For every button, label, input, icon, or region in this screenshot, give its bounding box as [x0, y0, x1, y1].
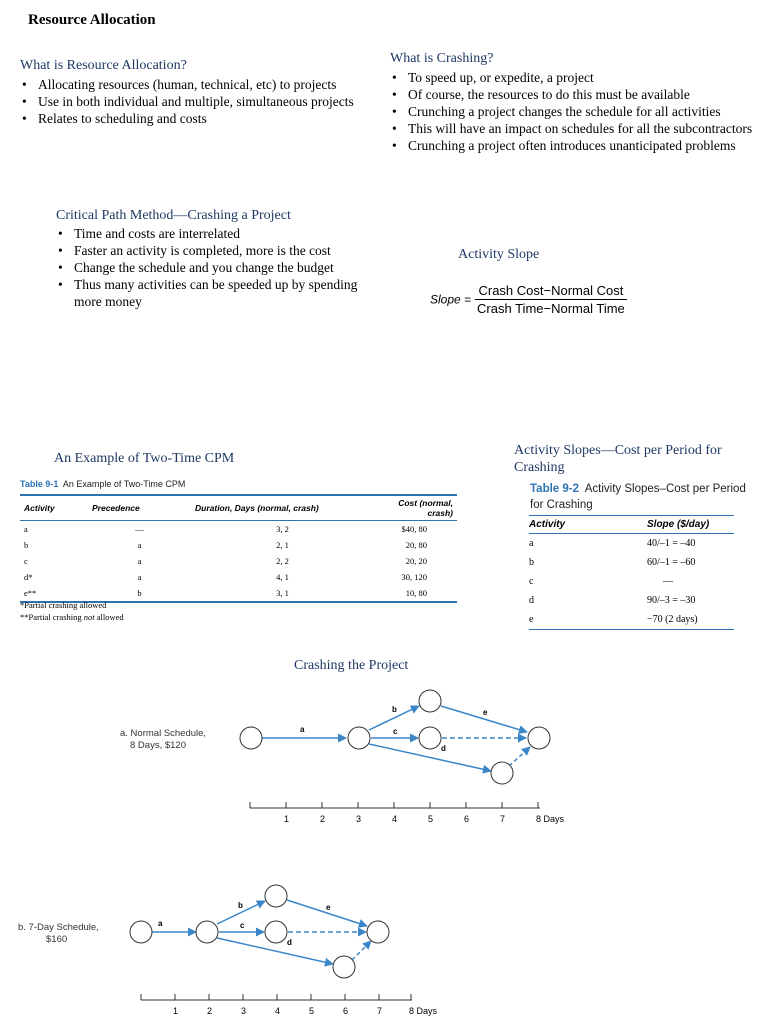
- axis-tick-label: 3: [241, 1006, 247, 1016]
- what-is-crashing-heading: What is Crashing?: [390, 51, 494, 66]
- cell: 4, 1: [276, 572, 289, 582]
- axis-tick-label: 2: [207, 1006, 213, 1016]
- slope-denominator: Crash Time−Normal Time: [477, 301, 625, 316]
- axis-tick-label: 6: [464, 814, 470, 824]
- edge-label: d: [441, 744, 446, 753]
- dummy-edge: [509, 747, 530, 766]
- edge-label: e: [326, 903, 331, 912]
- cell: 20, 80: [405, 540, 427, 550]
- normal-schedule-label-2: 8 Days, $120: [130, 740, 186, 751]
- edge-label: a: [158, 919, 163, 928]
- slope-fraction: [475, 283, 627, 316]
- cell: b: [24, 540, 29, 550]
- two-time-cpm-heading: An Example of Two-Time CPM: [54, 451, 235, 466]
- list-item: • Change the schedule and you change the budget: [56, 259, 366, 276]
- normal-schedule-axis: [250, 802, 565, 824]
- normal-schedule-network: [240, 690, 550, 784]
- cell: d*: [24, 572, 33, 582]
- cell: 10, 80: [374, 585, 457, 602]
- column-header: Duration, Days (normal, crash): [191, 495, 374, 521]
- activity-slopes-heading: Activity Slopes—Cost per Period for Crashing: [514, 443, 722, 475]
- list-item: • Faster an activity is completed, more is the cost: [56, 242, 366, 259]
- cell: b: [529, 557, 534, 568]
- cell: c: [24, 556, 28, 566]
- node: [419, 727, 441, 749]
- slope-numerator: Crash Cost−Normal Cost: [475, 283, 627, 300]
- node: [240, 727, 262, 749]
- note-part: allowed: [94, 612, 124, 622]
- network-diagrams: [0, 680, 768, 1024]
- note-part: not: [83, 612, 95, 622]
- cell: b: [88, 585, 191, 602]
- edge-label: c: [240, 921, 245, 930]
- axis-tick-label: 8 Days: [409, 1006, 438, 1016]
- slope-formula: [430, 283, 627, 316]
- what-is-crashing-section: [390, 51, 755, 154]
- edge-label: b: [238, 901, 243, 910]
- what-is-crashing-list: [390, 69, 755, 154]
- axis-tick-label: 1: [284, 814, 290, 824]
- table-row: [20, 553, 457, 569]
- table-9-2-caption: [530, 481, 750, 513]
- note-part: **Partial crashing: [20, 612, 84, 622]
- axis-tick-label: 3: [356, 814, 362, 824]
- edge-label: d: [287, 938, 292, 947]
- column-header: Cost (normal, crash): [374, 495, 457, 521]
- cell: a: [137, 556, 142, 566]
- node: [130, 921, 152, 943]
- table-row: [529, 553, 734, 572]
- cell: 2, 1: [276, 540, 289, 550]
- edge-label: a: [300, 725, 305, 734]
- seven-day-axis: [141, 994, 438, 1016]
- table-row: [20, 569, 457, 585]
- table-row: [529, 572, 734, 591]
- node: [367, 921, 389, 943]
- cell: —: [663, 576, 673, 587]
- table-row: [529, 534, 734, 554]
- list-item: • This will have an impact on schedules for all the subcontractors: [390, 120, 755, 137]
- cell: a: [137, 540, 142, 550]
- cell: a: [137, 572, 142, 582]
- list-item: • Crunching a project changes the schedule for all activities: [390, 103, 755, 120]
- what-is-ra-list: [20, 76, 360, 127]
- list-item: • Thus many activities can be speeded up by spending more money: [56, 276, 366, 310]
- list-item: • Time and costs are interrelated: [56, 225, 366, 242]
- cell: —: [135, 524, 144, 534]
- cell: 20, 20: [405, 556, 427, 566]
- axis-tick-label: 8 Days: [536, 814, 565, 824]
- table-row: [20, 537, 457, 553]
- column-header: Slope ($/day): [647, 516, 734, 534]
- table-label: Table 9-2: [530, 483, 579, 495]
- axis-tick-label: 1: [173, 1006, 179, 1016]
- seven-day-label-1: b. 7-Day Schedule,: [18, 922, 99, 933]
- table-label: Table 9-1: [20, 479, 59, 489]
- column-header: Activity: [529, 516, 647, 534]
- axis-tick-label: 5: [428, 814, 434, 824]
- cell: d: [529, 595, 534, 606]
- table-row: [20, 521, 457, 538]
- axis-tick-label: 2: [320, 814, 326, 824]
- node: [419, 690, 441, 712]
- table-9-1-caption: [20, 479, 185, 489]
- what-is-ra-section: [20, 58, 360, 127]
- cell: 90/–3 = –30: [647, 595, 696, 606]
- activity-slopes-table: [529, 515, 734, 630]
- list-item: • Use in both individual and multiple, simultaneous projects: [20, 93, 360, 110]
- cell: 30, 120: [401, 572, 427, 582]
- axis-tick-label: 7: [500, 814, 506, 824]
- node: [265, 921, 287, 943]
- two-time-cpm-table: [20, 494, 457, 603]
- axis-tick-label: 7: [377, 1006, 383, 1016]
- axis-tick-label: 4: [275, 1006, 281, 1016]
- edge-label: b: [392, 705, 397, 714]
- node: [333, 956, 355, 978]
- list-item: • Relates to scheduling and costs: [20, 110, 360, 127]
- cell: −70 (2 days): [647, 610, 734, 630]
- normal-schedule-label-1: a. Normal Schedule,: [120, 728, 207, 739]
- cell: c: [529, 576, 534, 587]
- table-row: [529, 591, 734, 610]
- node: [348, 727, 370, 749]
- cpm-crashing-section: [56, 208, 366, 310]
- column-header: Precedence: [88, 495, 191, 521]
- table-caption: An Example of Two-Time CPM: [62, 479, 186, 489]
- cell: $40, 80: [401, 524, 427, 534]
- table-note-2: [20, 612, 124, 623]
- column-header: Activity: [20, 495, 88, 521]
- list-item: • Allocating resources (human, technical, etc) to projects: [20, 76, 360, 93]
- cell: a: [24, 524, 28, 534]
- cell: 2, 2: [276, 556, 289, 566]
- edge-label: c: [393, 727, 398, 736]
- table-row: [529, 610, 734, 630]
- list-item: • Of course, the resources to do this must be available: [390, 86, 755, 103]
- cpm-crashing-heading: Critical Path Method—Crashing a Project: [56, 208, 291, 223]
- cell: 60/–1 = –60: [647, 557, 696, 568]
- cell: a: [529, 538, 534, 549]
- node: [196, 921, 218, 943]
- cpm-crashing-list: [56, 225, 366, 310]
- edge-label: e: [483, 708, 488, 717]
- activity-slope-heading: Activity Slope: [458, 247, 540, 262]
- page-title: Resource Allocation: [28, 12, 156, 28]
- axis-tick-label: 6: [343, 1006, 349, 1016]
- axis-tick-label: 5: [309, 1006, 315, 1016]
- seven-day-network: [130, 885, 389, 978]
- slope-lhs: Slope =: [430, 292, 472, 307]
- table-note-1: *Partial crashing allowed: [20, 600, 107, 610]
- list-item: • Crunching a project often introduces unanticipated problems: [390, 137, 755, 154]
- cell: e: [529, 610, 647, 630]
- crashing-project-heading: Crashing the Project: [294, 658, 409, 673]
- seven-day-label-2: $160: [46, 934, 68, 945]
- list-item: • To speed up, or expedite, a project: [390, 69, 755, 86]
- node: [491, 762, 513, 784]
- cell: 40/–1 = –40: [647, 538, 696, 549]
- what-is-ra-heading: What is Resource Allocation?: [20, 58, 187, 73]
- table-caption: Activity Slopes–Cost per Period for Crashing: [530, 483, 746, 511]
- cell: e**: [20, 585, 88, 602]
- dummy-edge: [352, 941, 371, 960]
- node: [265, 885, 287, 907]
- cell: 3, 2: [276, 524, 289, 534]
- cell: 3, 1: [191, 585, 374, 602]
- axis-tick-label: 4: [392, 814, 398, 824]
- node: [528, 727, 550, 749]
